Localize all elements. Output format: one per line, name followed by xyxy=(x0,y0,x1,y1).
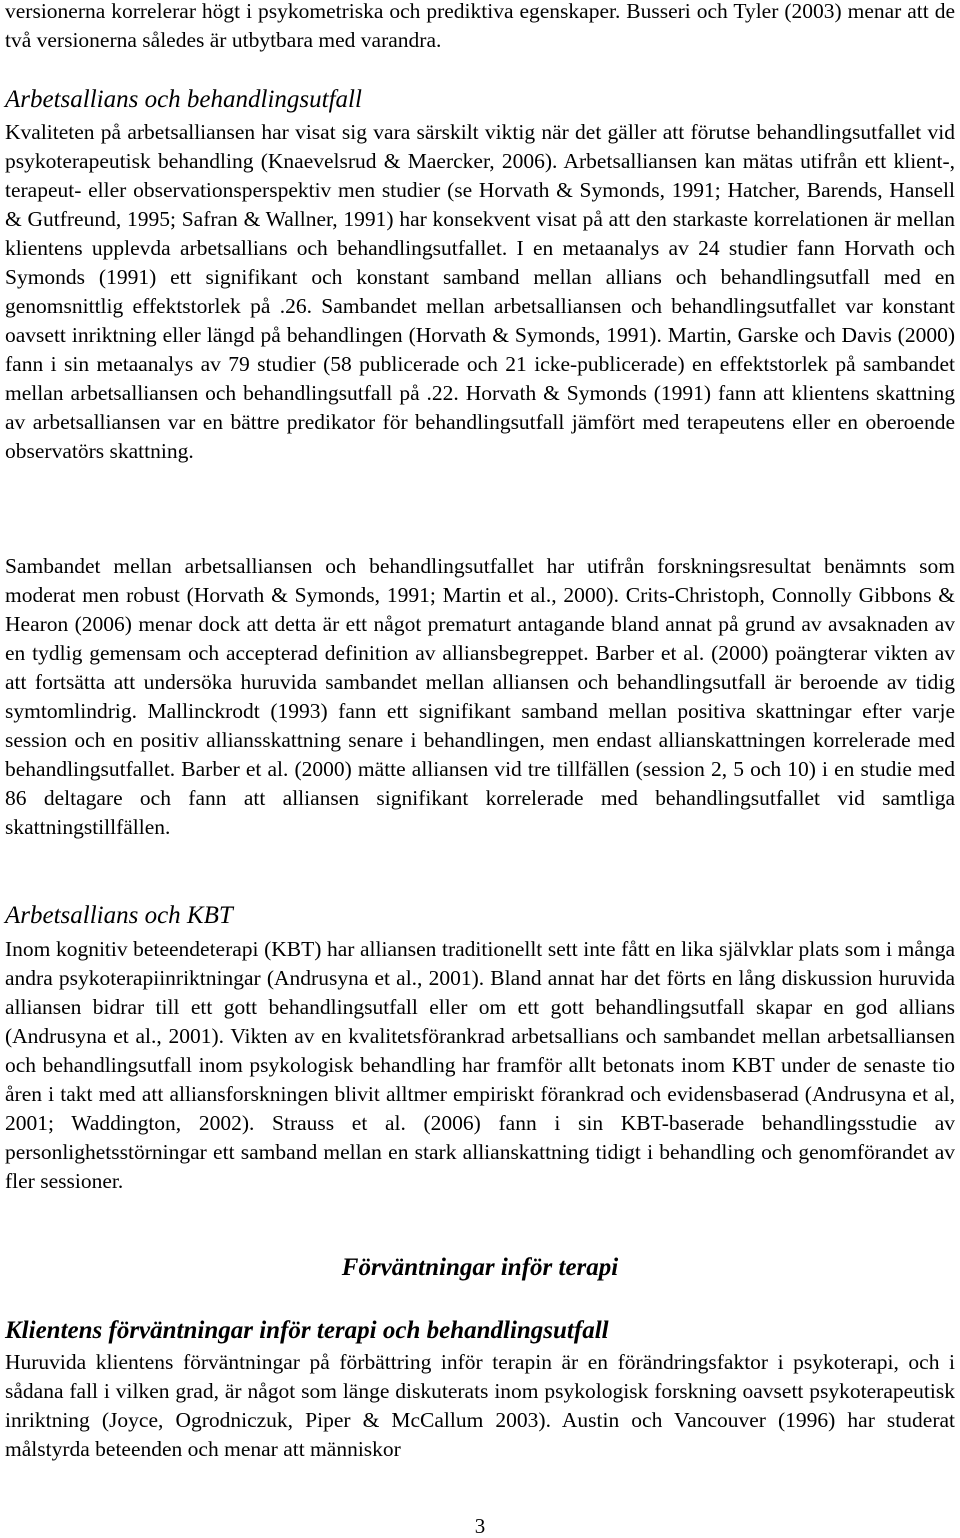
section-paragraph: Kvaliteten på arbetsalliansen har visat sig vara särskilt viktig när det gäller att förutse behandlingsutfallet vid psykoterapeutisk behandling (Knaevelsrud & Maercker, 2006). Arbetsalliansen kan mätas utifrån ett klient-, terapeut- eller observationsperspektiv men studier (se Horvath & Symonds, 1991; Hatcher, Barends, Hansell & Gutfreund, 1995; Safran & Wallner, 1991) har konsekvent visat på att den starkaste korrelationen är mellan klientens upplevda arbetsallians och behandlingsutfallet. I en metaanalys av 24 studier fann Horvath och Symonds (1991) ett signifikant och konstant samband mellan allians och behandlingsutfall med en genomsnittlig effektstorlek på .26. Sambandet mellan arbetsalliansen och behandlingsutfallet var konstant oavsett inriktning eller längd på behandlingen (Horvath & Symonds, 1991). Martin, Garske och Davis (2000) fann i sin metaanalys av 79 studier (58 publicerade och 21 icke-publicerade) en effektstorlek på sambandet mellan arbetsalliansen och behandlingsutfall på .22. Horvath & Symonds (1991) fann att klientens skattning av arbetsalliansen var en bättre predikator för behandlingsutfall jämfört med terapeutens eller en oberoende observatörs skattning. xyxy=(5,120,955,463)
intro-paragraph: versionerna korrelerar högt i psykometriska och prediktiva egenskaper. Busseri och Tyler (2003) menar att de två versionerna således är utbytbara med varandra. xyxy=(5,0,955,52)
section-paragraph: Huruvida klientens förväntningar på förbättring inför terapin är en förändringsfaktor i psykoterapi, och i sådana fall i vilken grad, är något som länge diskuterats inom psykologisk forskning oavsett psykoterapeutisk inriktning (Joyce, Ogrodniczuk, Piper & McCallum 2003). Austin och Vancouver (1996) har studerat målstyrda beteenden och menar att människor xyxy=(5,1350,955,1461)
chapter-heading-block xyxy=(5,1253,955,1283)
section-arbetsallians-behandlingsutfall xyxy=(5,85,955,466)
section-heading: Arbetsallians och behandlingsutfall xyxy=(5,86,362,113)
chapter-heading: Förväntningar inför terapi xyxy=(341,1254,619,1281)
section-paragraph: Sambandet mellan arbetsalliansen och behandlingsutfallet har utifrån forskningsresultat benämnts som moderat men robust (Horvath & Symonds, 1991; Martin et al., 2000). Crits-Christoph, Connolly Gibbons & Hearon (2006) menar dock att detta är ett något prematurt antagande bland annat på grund av avsaknaden av en tydlig gemensam och accepterad definition av alliansbegreppet. Barber et al. (2000) poängterar vikten av att fortsätta att undersöka huruvida sambandet mellan alliansen och behandlingsutfall är beroende av tidig symtomlindrig. Mallinckrodt (1993) fann ett signifikant samband mellan positiva skattningar efter varje session och en positiv alliansskattning senare i behandlingen, men endast allianskattningen korrelerade med behandlingsutfallet. Barber et al. (2000) mätte alliansen vid tre tillfällen (session 2, 5 och 10) i en studie med 86 deltagare och fann att alliansen signifikant korrelerade med behandlingsutfallet vid samtliga skattningstillfällen. xyxy=(5,554,955,839)
section-arbetsallians-kbt xyxy=(5,901,955,1196)
section-heading: Arbetsallians och KBT xyxy=(5,902,233,929)
section-klientens-forvantningar xyxy=(5,1316,955,1464)
page-number: 3 xyxy=(474,1514,486,1538)
section-paragraph-block xyxy=(5,552,955,842)
section-heading: Klientens förväntningar inför terapi och behandlingsutfall xyxy=(5,1317,609,1344)
intro-block xyxy=(5,0,955,55)
section-paragraph: Inom kognitiv beteendeterapi (KBT) har alliansen traditionellt sett inte fått en lika självklar plats som i många andra psykoterapiinriktningar (Andrusyna et al., 2001). Bland annat har det förts en lång diskussion huruvida alliansen bidrar till ett gott behandlingsutfall eller om ett gott behandlingsutfall skapar en god allians (Andrusyna et al., 2001). Vikten av en kvalitetsförankrad arbetsallians och sambandet mellan arbetsalliansen och behandlingsutfall inom psykologisk behandling har framför allt betonats inom KBT under de senaste tio åren i takt med att alliansforskningen blivit alltmer empiriskt förankrad och evidensbaserad (Andrusyna et al, 2001; Waddington, 2002). Strauss et al. (2006) fann i sin KBT-baserade behandlingsstudie av personlighetsstörningar ett samband mellan en stark allianskattning tidigt i behandling och genomförandet av fler sessioner. xyxy=(5,937,955,1193)
